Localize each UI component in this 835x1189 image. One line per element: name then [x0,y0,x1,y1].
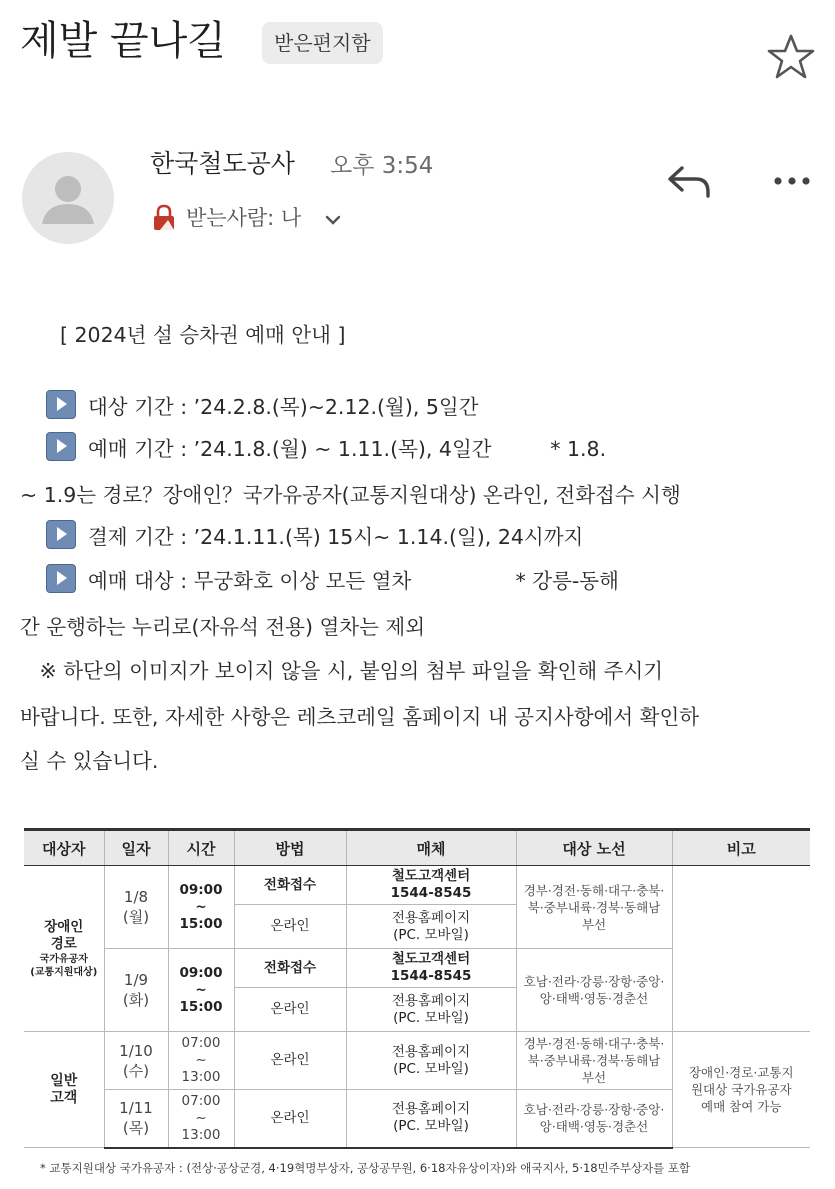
routes-cell: 경부·경전·동해·대구·충북· 북·중부내륙·경북·동해남 부선 [516,1032,672,1090]
recipient-line: 받는사람: 나 [186,206,302,230]
list-item-target-continued: 간 운행하는 누리로(자유석 전용) 열차는 제외 [20,615,426,639]
inbox-label-badge[interactable]: 받은편지함 [262,22,383,64]
chevron-down-icon[interactable] [322,210,344,230]
target-group-cell: 일반 고객 [24,1032,104,1148]
remark-cell [672,866,810,1032]
method-cell: 전화접수 [234,949,346,988]
media-cell: 전용홈페이지 (PC. 모바일) [346,905,516,949]
media-cell: 철도고객센터 1544-8545 [346,949,516,988]
person-avatar-icon [22,152,114,244]
time-cell: 07:00 ~ 13:00 [168,1032,234,1090]
play-bullet-icon [46,564,76,593]
schedule-table [24,828,810,1149]
table-header-cell: 방법 [234,830,346,866]
method-cell: 전화접수 [234,866,346,905]
note-line: ※ 하단의 이미지가 보이지 않을 시, 붙임의 첨부 파일을 확인해 주시기 [20,659,664,683]
routes-cell: 경부·경전·동해·대구·충북· 북·중부내륙·경북·동해남 부선 [516,866,672,949]
media-cell: 철도고객센터 1544-8545 [346,866,516,905]
method-cell: 온라인 [234,1090,346,1148]
date-cell: 1/10 (수) [104,1032,168,1090]
table-header-row [24,830,810,866]
time-cell: 07:00 ~ 13:00 [168,1090,234,1148]
table-footnote: * 교통지원대상 국가유공자 : (전상·공상군경, 4·19혁명부상자, 공상공무원, 6·18자유상이자)와 애국지사, 5·18민주부상자를 포함 [40,1161,691,1175]
play-bullet-icon [46,432,76,461]
list-item-booking: 예매 기간 : ’24.1.8.(월) ~ 1.11.(목), 4일간 * 1.8. [46,432,835,462]
list-item-target: 예매 대상 : 무궁화호 이상 모든 열차 * 강릉-동해 [46,564,835,594]
list-item-payment: 결제 기간 : ’24.1.11.(목) 15시~ 1.14.(일), 24시까지 [46,520,835,550]
table-header-cell: 대상 노선 [516,830,672,866]
date-cell: 1/11 (목) [104,1090,168,1148]
email-subject: 제발 끝나길 [20,18,226,64]
routes-cell: 호남·전라·강릉·장항·중앙· 앙·태백·영동·경춘선 [516,949,672,1032]
lock-icon [152,204,176,232]
table-row [24,1032,810,1090]
media-cell: 전용홈페이지 (PC. 모바일) [346,1032,516,1090]
routes-cell: 호남·전라·강릉·장항·중앙· 앙·태백·영동·경춘선 [516,1090,672,1148]
list-item-booking-continued: ~ 1.9는 경로？장애인？국가유공자(교통지원대상) 온라인, 전화접수 시행 [20,483,681,507]
table-header-cell: 매체 [346,830,516,866]
play-bullet-icon [46,390,76,419]
sent-time: 오후 3:54 [330,153,434,179]
media-cell: 전용홈페이지 (PC. 모바일) [346,988,516,1032]
star-outline-icon[interactable] [766,32,816,82]
table-header-cell: 일자 [104,830,168,866]
table-header-cell: 대상자 [24,830,104,866]
notice-title: [ 2024년 설 승차권 예매 안내 ] [60,323,346,347]
list-item-period: 대상 기간 : ’24.2.8.(목)~2.12.(월), 5일간 [46,390,835,420]
table-header-cell: 비고 [672,830,810,866]
method-cell: 온라인 [234,988,346,1032]
time-cell: 09:00 ~ 15:00 [168,949,234,1032]
more-options-icon[interactable] [772,168,812,194]
sender-avatar[interactable] [22,152,114,244]
date-cell: 1/8 (월) [104,866,168,949]
table-header-cell: 시간 [168,830,234,866]
target-group-cell: 장애인 경로 국가유공자 (교통지원대상) [24,866,104,1032]
time-cell: 09:00 ~ 15:00 [168,866,234,949]
remark-cell: 장애인·경로·교통지 원대상 국가유공자 예매 참여 가능 [672,1032,810,1148]
media-cell: 전용홈페이지 (PC. 모바일) [346,1090,516,1148]
note-line: 실 수 있습니다. [20,749,159,773]
method-cell: 온라인 [234,905,346,949]
sender-name: 한국철도공사 [150,149,295,178]
method-cell: 온라인 [234,1032,346,1090]
date-cell: 1/9 (화) [104,949,168,1032]
note-line: 바랍니다. 또한, 자세한 사항은 레츠코레일 홈페이지 내 공지사항에서 확인하 [20,705,700,729]
table-row [24,866,810,905]
play-bullet-icon [46,520,76,549]
reply-icon[interactable] [666,162,712,200]
